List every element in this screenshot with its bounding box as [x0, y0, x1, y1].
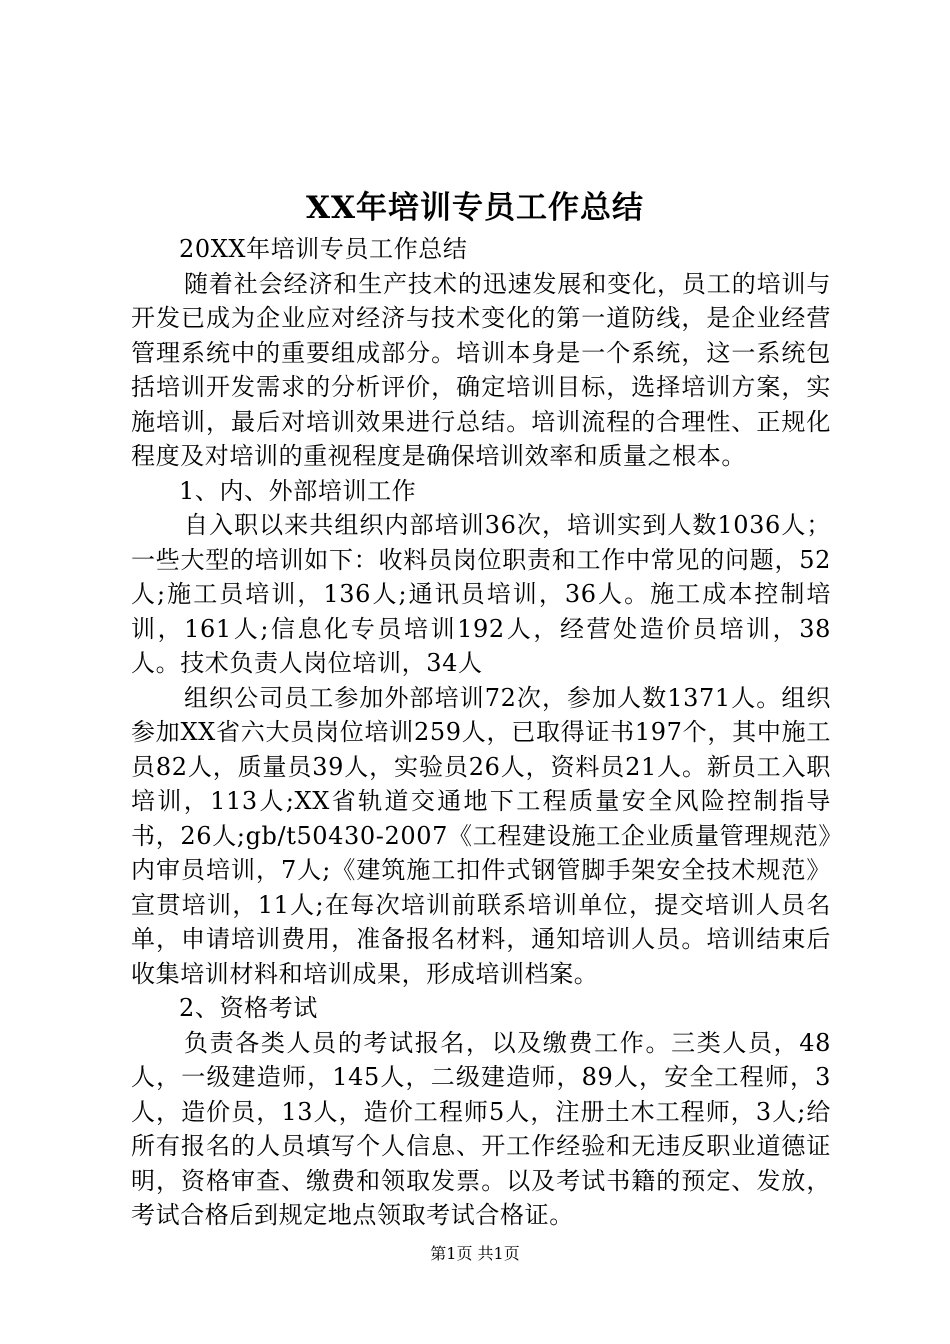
section2-heading: 2、资格考试 — [179, 994, 318, 1022]
intro-paragraph: 随着社会经济和生产技术的迅速发展和变化，员工的培训与开发已成为企业应对经济与技术变化的第一道防线，是企业经营管理系统中的重要组成部分。培训本身是一个系统，这一系统包括培训开发需求的分析评价，确定培训目标，选择培训方案，实施培训，最后对培训效果进行总结。培训流程的合理性、正规化程度及对培训的重视程度是确保培训效率和质量之根本。 — [131, 269, 831, 470]
section1-paragraph-internal: 自入职以来共组织内部培训36次，培训实到人数1036人；一些大型的培训如下：收料员岗位职责和工作中常见的问题，52人;施工员培训，136人;通讯员培训，36人。施工成本控制培训，161人;信息化专员培训192人，经营处造价员培训，38人。技术负责人岗位培训，34人 — [131, 511, 831, 677]
section1-paragraph-external: 组织公司员工参加外部培训72次，参加人数1371人。组织参加XX省六大员岗位培训259人，已取得证书197个，其中施工员82人，质量员39人，实验员26人，资料员21人。新员工入职培训，113人;XX省轨道交通地下工程质量安全风险控制指导书，26人;gb/t50430-2007《工程建设施工企业质量管理规范》内审员培训，7人;《建筑施工扣件式钢管脚手架安全技术规范》宣贯培训，11人;在每次培训前联系培训单位，提交培训人员名单，申请培训费用，准备报名材料，通知培训人员。培训结束后收集培训材料和培训成果，形成培训档案。 — [131, 683, 831, 988]
section2-paragraph: 负责各类人员的考试报名，以及缴费工作。三类人员，48人，一级建造师，145人，二级建造师，89人，安全工程师，3人，造价员，13人，造价工程师5人，注册土木工程师，3人;给所有报名的人员填写个人信息、开工作经验和无违反职业道德证明，资格审查、缴费和领取发票。以及考试书籍的预定、发放，考试合格后到规定地点领取考试合格证。 — [131, 1028, 831, 1229]
document-subtitle: 20XX年培训专员工作总结 — [179, 235, 468, 263]
document-body — [131, 232, 831, 1233]
section1-heading: 1、内、外部培训工作 — [179, 476, 417, 505]
page-title: XX年培训专员工作总结 — [305, 190, 645, 226]
page-footer: 第1页 共1页 — [430, 1244, 520, 1263]
